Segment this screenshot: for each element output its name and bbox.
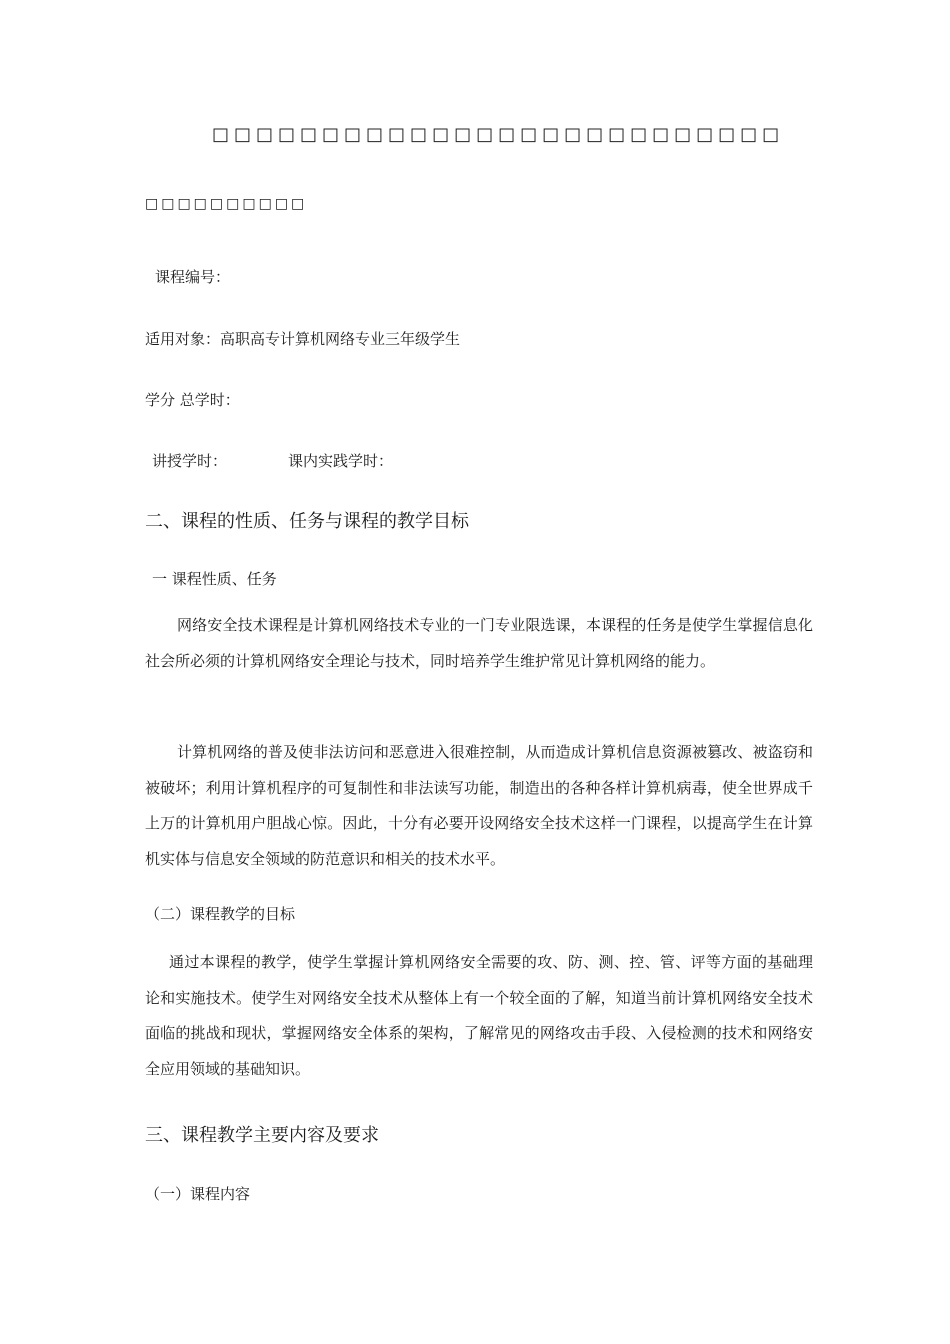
paragraph-course-background: 计算机网络的普及使非法访问和恶意进入很难控制，从而造成计算机信息资源被篡改、被盗窃和被破坏；利用计算机程序的可复制性和非法读写功能，制造出的各种各样计算机病毒，使全世界成千上万的计算机用户胆战心惊。因此，十分有必要开设网络安全技术这样一门课程，以提高学生在计算机实体与信息安全领域的防范意识和相关的技术水平。 [145, 743, 813, 868]
missing-glyph-boxes: □□□□□□□□□□□□□□□□□□□□□□□□□□ [212, 124, 785, 145]
document-subtitle [145, 196, 307, 212]
paragraph-course-nature: 网络安全技术课程是计算机网络技术专业的一门专业限选课，本课程的任务是使学生掌握信息化社会所必须的计算机网络安全理论与技术，同时培养学生维护常见计算机网络的能力。 [145, 616, 813, 670]
paragraph-teaching-goals: 通过本课程的教学，使学生掌握计算机网络安全需要的攻、防、测、控、管、评等方面的基础理论和实施技术。使学生对网络安全技术从整体上有一个较全面的了解，知道当前计算机网络安全技术面临的挑战和现状，掌握网络安全体系的架构，了解常见的网络攻击手段、入侵检测的技术和网络安全应用领域的基础知识。 [145, 953, 813, 1078]
section-3-sub-1: （一）课程内容 [145, 1185, 251, 1203]
practice-hours-label: 课内实践学时： [288, 452, 394, 470]
credits-line: 学分 总学时： [145, 391, 240, 409]
lecture-hours-label: 讲授学时： [152, 452, 228, 470]
course-code-label: 课程编号： [155, 268, 231, 286]
section-2-heading: 二、课程的性质、任务与课程的教学目标 [145, 511, 469, 532]
missing-glyph-boxes: □□□□□□□□□□ [145, 196, 308, 212]
section-2-sub-2: （二）课程教学的目标 [145, 905, 296, 923]
section-2-sub-1: 一 课程性质、任务 [152, 570, 277, 588]
section-3-heading: 三、课程教学主要内容及要求 [145, 1125, 379, 1146]
target-audience-line: 适用对象：高职高专计算机网络专业三年级学生 [145, 330, 461, 348]
document-title [212, 124, 784, 145]
